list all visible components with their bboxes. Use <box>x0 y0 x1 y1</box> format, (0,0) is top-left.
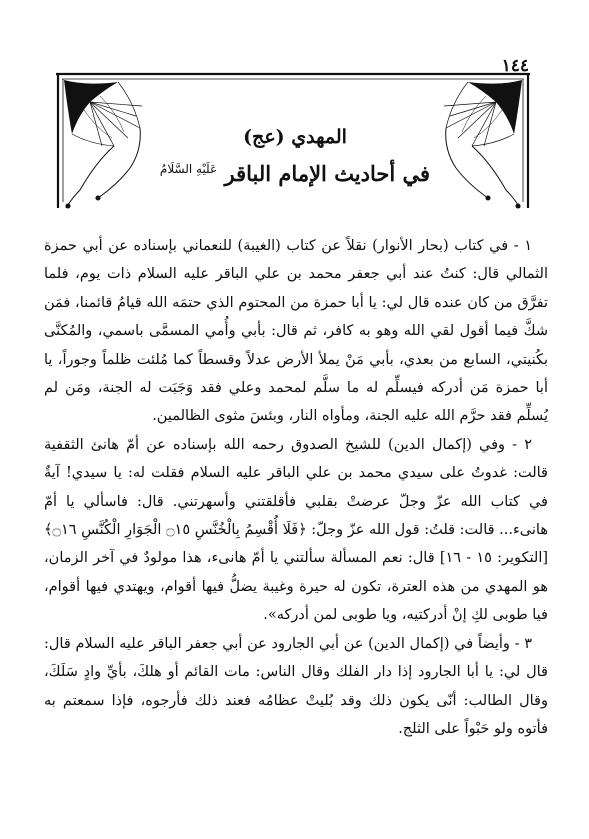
hadith-paragraph-3: ٣ - وأيضاً في (إكمال الدين) عن أبي الجارود عن أبي جعفر الباقر عليه السلام قال: قال لي: يا أبا الجارود إذا دار الفلك وقال الناس: مات القائم أو هلكَ، بأيِّ وادٍ سَلَكَ، وقال الطالب: أنّى يكون ذلك وقد بُليتْ عظامُه فعند ذلك فأرجوه، فإذا سمعتم به فأتوه ولو حَبْواً على الثلج. <box>44 635 548 737</box>
honorific-symbol: عَلَيْهِ السَّلَامُ <box>159 162 218 176</box>
hadith-paragraph-1: ١ - في كتاب (بحار الأنوار) نقلاً عن كتاب (الغيبة) للنعماني بإسناده عن أبي حمزة الثمالي قال: كنتُ عند أبي جعفر محمد بن علي الباقر عليه السلام ذات يوم، فلما تفرَّق من كان عنده قال لي: يا أبا حمزة من المحتوم الذي حتمَه الله قيامُ قائمنا، فمَن شكَّ فيما أقول لقي الله وهو به كافر، ثم قال: بأبي وأُمي المسمَّى باسمي، والمُكنَّى بكُنيتي، السابع من بعدي، بأبي مَنْ يملأ الأرض عدلاً وقسطاً كما مُلئت ظلماً وجوراً، يا أبا حمزة مَن أدركه فيسلِّم له ما سلَّم لمحمد وعلي فقد وَجَبَت له الجنة، ومَن لم يُسلِّم فقد حرَّم الله عليه الجنة، ومأواه النار، وبئسَ مثوى الظالمين. <box>44 238 548 425</box>
chapter-subtitle <box>130 152 460 191</box>
body-text <box>44 232 548 743</box>
chapter-subtitle-text: في أحاديث الإمام الباقر <box>224 161 431 186</box>
chapter-title: المهدي (عج) <box>243 126 347 148</box>
page-number: ١٤٤ <box>501 56 529 76</box>
hadith-paragraph-2: ٢ - وفي (إكمال الدين) للشيخ الصدوق رحمه الله بإسناده عن أمّ هانئ الثقفية قالت: غدوتُ على سيدي محمد بن علي الباقر عليه السلام فقلت له: يا سيدي! آيةٌ في كتاب الله عزّ وجلّ عرضتْ بقلبي فأقلقتني وأسهرتني. قال: فاسألي يا أمّ هانىء... قالت: قلتُ: قول الله عزّ وجلّ: ﴿فَلَا أُقْسِمُ بِالْخُنَّسِ ۝١٥ الْجَوَارِ الْكُنَّسِ ۝١٦﴾ [التكوير: ١٥ - ١٦] قال: نعم المسألة سألتني يا أمّ هانىء، هذا مولودٌ في آخر الزمان، هو المهدي من هذه العترة، تكون له حيرة وغيبة يضلُّ فيها أقوام، ويهتدي فيها أقوام، فيا طوبى لكِ إنْ أدركتيه، ويا طوبى لمن أدركه». <box>44 436 549 624</box>
chapter-heading <box>130 122 460 191</box>
